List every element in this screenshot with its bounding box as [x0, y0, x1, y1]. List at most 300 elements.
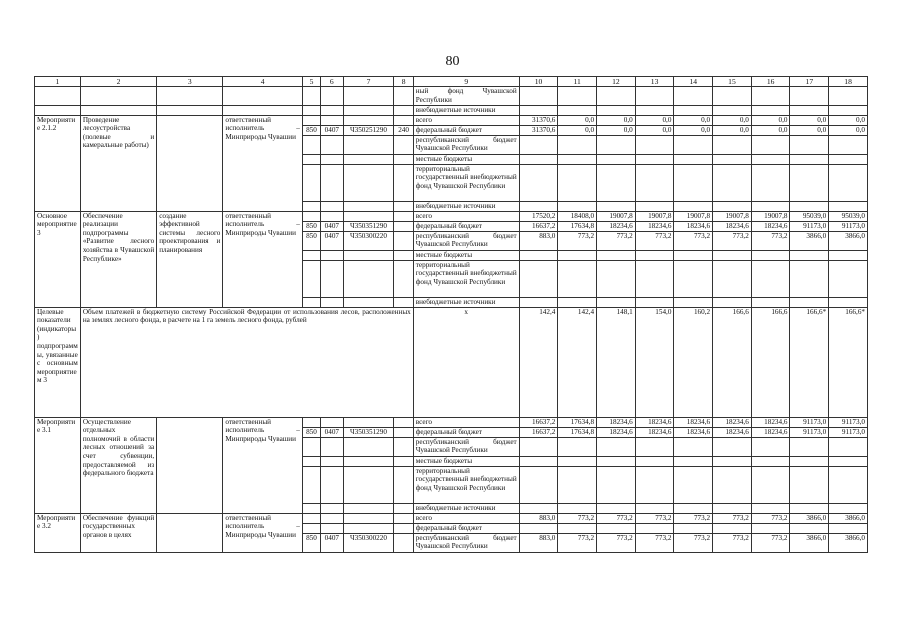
value-cell: 31370,6: [519, 115, 558, 125]
value-cell: [713, 523, 752, 533]
source-cell: всего: [413, 417, 519, 427]
value-cell: 3866,0: [790, 231, 829, 250]
value-cell: 773,2: [635, 533, 674, 552]
value-cell: [829, 503, 868, 513]
value-cell: [597, 250, 636, 260]
header-cell: 12: [597, 77, 636, 87]
table-row: [35, 106, 868, 116]
code-cell: [343, 523, 394, 533]
value-cell: [519, 523, 558, 533]
value-cell: 0,0: [751, 125, 790, 135]
code-cell: 0407: [321, 533, 343, 552]
value-cell: [597, 87, 636, 106]
code-cell: [302, 260, 320, 297]
code-cell: [394, 297, 413, 307]
code-cell: [343, 211, 394, 221]
value-cell: [635, 260, 674, 297]
value-cell: 17634,8: [558, 427, 597, 437]
value-cell: [829, 456, 868, 466]
value-cell: 16637,2: [519, 417, 558, 427]
source-cell: внебюджетные источники: [413, 106, 519, 116]
value-cell: [597, 135, 636, 154]
code-cell: [343, 115, 394, 125]
source-cell: внебюджетные источники: [413, 297, 519, 307]
code-cell: 850: [302, 533, 320, 552]
code-cell: [302, 250, 320, 260]
code-cell: 0407: [321, 427, 343, 437]
value-cell: [597, 437, 636, 456]
page-number: 80: [445, 54, 460, 69]
code-cell: [321, 154, 343, 164]
value-cell: [674, 456, 713, 466]
value-cell: 18234,6: [635, 427, 674, 437]
value-cell: [635, 250, 674, 260]
value-cell: [519, 154, 558, 164]
value-cell: [558, 201, 597, 211]
value-cell: [829, 260, 868, 297]
code-cell: [394, 513, 413, 523]
code-cell: [343, 466, 394, 503]
value-cell: [635, 466, 674, 503]
value-cell: [558, 164, 597, 201]
header-cell: 5: [302, 77, 320, 87]
value-cell: [558, 250, 597, 260]
source-cell: республиканский бюджет Чувашской Республики: [413, 437, 519, 456]
value-cell: [713, 201, 752, 211]
code-cell: 0407: [321, 231, 343, 250]
value-cell: [635, 456, 674, 466]
value-cell: 773,2: [597, 533, 636, 552]
source-cell: федеральный бюджет: [413, 125, 519, 135]
header-cell: 9: [413, 77, 519, 87]
code-cell: [302, 456, 320, 466]
code-cell: [302, 201, 320, 211]
value-cell: 0,0: [674, 125, 713, 135]
header-cell: 3: [157, 77, 223, 87]
value-cell: [558, 106, 597, 116]
code-cell: [321, 417, 343, 427]
code-cell: [394, 211, 413, 221]
value-cell: 0,0: [674, 115, 713, 125]
value-cell: 0,0: [829, 125, 868, 135]
value-cell: [674, 135, 713, 154]
empty-cell: [157, 106, 223, 116]
code-cell: [302, 503, 320, 513]
code-cell: [343, 456, 394, 466]
empty-cell: [223, 87, 302, 106]
value-cell: [558, 466, 597, 503]
value-cell: 0,0: [558, 125, 597, 135]
value-cell: [751, 154, 790, 164]
source-cell: территориальный государственный внебюджетный фонд Чувашской Республики: [413, 260, 519, 297]
value-cell: 773,2: [597, 513, 636, 523]
value-cell: [519, 456, 558, 466]
value-cell: [674, 523, 713, 533]
value-cell: [635, 201, 674, 211]
value-cell: 773,2: [713, 231, 752, 250]
code-cell: [302, 135, 320, 154]
source-cell: внебюджетные источники: [413, 201, 519, 211]
source-cell: ный фонд Чувашской Республики: [413, 87, 519, 106]
value-cell: 0,0: [558, 115, 597, 125]
table-row: [35, 87, 868, 106]
value-cell: [713, 87, 752, 106]
value-cell: [790, 437, 829, 456]
value-cell: [829, 250, 868, 260]
value-cell: 773,2: [751, 533, 790, 552]
value-cell: [713, 503, 752, 513]
code-cell: [321, 297, 343, 307]
code-cell: [394, 87, 413, 106]
code-cell: [394, 533, 413, 552]
value-cell: 31370,6: [519, 125, 558, 135]
code-cell: [321, 164, 343, 201]
value-cell: [674, 201, 713, 211]
empty-cell: [35, 87, 81, 106]
value-cell: 773,2: [674, 513, 713, 523]
value-cell: [829, 87, 868, 106]
table-body: [35, 77, 868, 553]
value-cell: [558, 503, 597, 513]
responsible-cell: ответственный исполнитель – Минприроды Чувашии: [223, 417, 302, 513]
code-cell: [302, 466, 320, 503]
value-cell: 773,2: [713, 533, 752, 552]
target-value: 166,6: [751, 307, 790, 417]
value-cell: [519, 260, 558, 297]
source-cell: местные бюджеты: [413, 154, 519, 164]
value-cell: 0,0: [790, 125, 829, 135]
value-cell: 3866,0: [790, 513, 829, 523]
code-cell: [394, 164, 413, 201]
code-cell: [302, 513, 320, 523]
value-cell: 17634,8: [558, 221, 597, 231]
value-cell: [751, 260, 790, 297]
value-cell: [829, 201, 868, 211]
value-cell: [635, 437, 674, 456]
value-cell: [751, 164, 790, 201]
header-cell: 18: [829, 77, 868, 87]
code-cell: [343, 164, 394, 201]
code-cell: [343, 87, 394, 106]
value-cell: [790, 87, 829, 106]
value-cell: [751, 437, 790, 456]
value-cell: [635, 164, 674, 201]
value-cell: [751, 106, 790, 116]
value-cell: [597, 523, 636, 533]
value-cell: 883,0: [519, 231, 558, 250]
value-cell: 16637,2: [519, 221, 558, 231]
value-cell: [519, 201, 558, 211]
target-value: 160,2: [674, 307, 713, 417]
target-value: 154,0: [635, 307, 674, 417]
code-cell: [394, 106, 413, 116]
empty-cell: [157, 87, 223, 106]
value-cell: [635, 503, 674, 513]
code-cell: Ч350351290: [343, 221, 394, 231]
value-cell: [790, 135, 829, 154]
header-cell: 15: [713, 77, 752, 87]
block-label: Мероприятие 3.1: [35, 417, 81, 513]
value-cell: [751, 250, 790, 260]
value-cell: [829, 106, 868, 116]
value-cell: [790, 164, 829, 201]
code-cell: [343, 297, 394, 307]
code-cell: [394, 523, 413, 533]
value-cell: 91173,0: [790, 221, 829, 231]
code-cell: [321, 437, 343, 456]
value-cell: [674, 164, 713, 201]
source-cell: территориальный государственный внебюджетный фонд Чувашской Республики: [413, 164, 519, 201]
value-cell: [751, 523, 790, 533]
code-cell: [343, 201, 394, 211]
value-cell: [597, 106, 636, 116]
value-cell: [790, 201, 829, 211]
value-cell: 91173,0: [829, 427, 868, 437]
block-name: Проведение лесоустройства (полевые и камеральные работы): [80, 115, 156, 211]
header-cell: 17: [790, 77, 829, 87]
code-cell: [394, 154, 413, 164]
source-cell: внебюджетные источники: [413, 503, 519, 513]
table-row: [35, 211, 868, 221]
code-cell: [394, 466, 413, 503]
empty-cell: [35, 106, 81, 116]
value-cell: 18234,6: [597, 221, 636, 231]
value-cell: [674, 503, 713, 513]
value-cell: 3866,0: [829, 533, 868, 552]
value-cell: 773,2: [558, 231, 597, 250]
code-cell: [302, 437, 320, 456]
code-cell: [321, 456, 343, 466]
value-cell: [674, 250, 713, 260]
value-cell: [519, 503, 558, 513]
value-cell: 3866,0: [790, 533, 829, 552]
value-cell: 773,2: [674, 231, 713, 250]
code-cell: 240: [394, 125, 413, 135]
value-cell: [829, 164, 868, 201]
code-cell: [394, 260, 413, 297]
value-cell: [829, 523, 868, 533]
value-cell: [790, 154, 829, 164]
value-cell: 18234,6: [674, 427, 713, 437]
value-cell: [713, 466, 752, 503]
header-cell: 14: [674, 77, 713, 87]
value-cell: 18234,6: [674, 221, 713, 231]
code-cell: [302, 154, 320, 164]
code-cell: [343, 154, 394, 164]
code-cell: 850: [302, 125, 320, 135]
code-cell: [394, 417, 413, 427]
value-cell: [558, 260, 597, 297]
source-cell: федеральный бюджет: [413, 523, 519, 533]
value-cell: [751, 297, 790, 307]
value-cell: 773,2: [751, 231, 790, 250]
value-cell: 773,2: [635, 513, 674, 523]
value-cell: 18408,0: [558, 211, 597, 221]
value-cell: 19007,8: [597, 211, 636, 221]
block-name: Осуществление отдельных полномочий в области лесных отношений за счет субвенции, предоставляемой из федерального бюджета: [80, 417, 156, 513]
target-value: 142,4: [558, 307, 597, 417]
value-cell: 17634,8: [558, 417, 597, 427]
source-cell: федеральный бюджет: [413, 221, 519, 231]
block-label: Мероприятие 2.1.2: [35, 115, 81, 211]
code-cell: [302, 87, 320, 106]
value-cell: [790, 106, 829, 116]
code-cell: [394, 427, 413, 437]
target-value: 148,1: [597, 307, 636, 417]
code-cell: [321, 250, 343, 260]
code-cell: [343, 437, 394, 456]
value-cell: 18234,6: [751, 417, 790, 427]
code-cell: [394, 115, 413, 125]
value-cell: [751, 135, 790, 154]
value-cell: 18234,6: [751, 221, 790, 231]
block-name: Обеспечение реализации подпрограммы «Развитие лесного хозяйства в Чувашской Республике»: [80, 211, 156, 307]
value-cell: 18234,6: [635, 221, 674, 231]
code-cell: 850: [302, 221, 320, 231]
block-goal: создание эффективной системы лесного проектирования и планирования: [157, 211, 223, 307]
value-cell: [713, 260, 752, 297]
value-cell: [558, 135, 597, 154]
value-cell: 773,2: [558, 533, 597, 552]
value-cell: [519, 466, 558, 503]
value-cell: [597, 466, 636, 503]
value-cell: [713, 135, 752, 154]
value-cell: 19007,8: [674, 211, 713, 221]
block-label: Мероприятие 3.2: [35, 513, 81, 552]
value-cell: [597, 164, 636, 201]
responsible-cell: ответственный исполнитель – Минприроды Чувашии: [223, 513, 302, 552]
value-cell: 18234,6: [635, 417, 674, 427]
value-cell: 0,0: [635, 115, 674, 125]
code-cell: 0407: [321, 125, 343, 135]
header-cell: 1: [35, 77, 81, 87]
code-cell: [343, 106, 394, 116]
source-cell: республиканский бюджет Чувашской Республики: [413, 231, 519, 250]
code-cell: [394, 503, 413, 513]
value-cell: [829, 154, 868, 164]
code-cell: [321, 201, 343, 211]
value-cell: [558, 456, 597, 466]
value-cell: 0,0: [713, 115, 752, 125]
code-cell: [321, 466, 343, 503]
code-cell: [321, 135, 343, 154]
code-cell: [302, 211, 320, 221]
value-cell: [713, 437, 752, 456]
code-cell: [394, 135, 413, 154]
value-cell: 18234,6: [713, 221, 752, 231]
value-cell: 18234,6: [597, 427, 636, 437]
value-cell: 0,0: [635, 125, 674, 135]
code-cell: [343, 417, 394, 427]
source-cell: всего: [413, 513, 519, 523]
value-cell: [597, 456, 636, 466]
target-label: Целевые показатели (индикаторы) подпрограммы, увязанные с основным мероприятием 3: [35, 307, 81, 417]
value-cell: 0,0: [829, 115, 868, 125]
value-cell: 18234,6: [713, 417, 752, 427]
value-cell: [829, 466, 868, 503]
block-goal: [157, 115, 223, 211]
value-cell: [674, 106, 713, 116]
code-cell: [302, 297, 320, 307]
value-cell: 18234,6: [713, 427, 752, 437]
value-cell: 16637,2: [519, 427, 558, 437]
header-cell: 4: [223, 77, 302, 87]
code-cell: [321, 503, 343, 513]
code-cell: [394, 437, 413, 456]
value-cell: [713, 164, 752, 201]
value-cell: 773,2: [674, 533, 713, 552]
value-cell: [751, 201, 790, 211]
value-cell: [829, 135, 868, 154]
value-cell: 95039,0: [829, 211, 868, 221]
code-cell: [394, 250, 413, 260]
value-cell: [674, 466, 713, 503]
empty-cell: [80, 106, 156, 116]
target-value: 166,6*: [829, 307, 868, 417]
value-cell: [790, 466, 829, 503]
value-cell: [519, 250, 558, 260]
source-cell: местные бюджеты: [413, 456, 519, 466]
value-cell: [519, 437, 558, 456]
code-cell: [302, 523, 320, 533]
code-cell: [343, 503, 394, 513]
value-cell: [790, 250, 829, 260]
code-cell: [321, 106, 343, 116]
value-cell: [597, 297, 636, 307]
value-cell: 91173,0: [790, 427, 829, 437]
value-cell: 3866,0: [829, 231, 868, 250]
target-unit: х: [413, 307, 519, 417]
source-cell: всего: [413, 211, 519, 221]
code-cell: [343, 513, 394, 523]
code-cell: [321, 115, 343, 125]
value-cell: [635, 135, 674, 154]
value-cell: [597, 154, 636, 164]
value-cell: [713, 106, 752, 116]
value-cell: 19007,8: [751, 211, 790, 221]
code-cell: [394, 201, 413, 211]
value-cell: 0,0: [713, 125, 752, 135]
value-cell: [674, 437, 713, 456]
code-cell: [302, 115, 320, 125]
value-cell: [597, 503, 636, 513]
value-cell: [674, 297, 713, 307]
value-cell: [558, 87, 597, 106]
code-cell: [321, 260, 343, 297]
value-cell: 773,2: [597, 231, 636, 250]
value-cell: [751, 466, 790, 503]
value-cell: [558, 437, 597, 456]
table-row: [35, 417, 868, 427]
code-cell: [394, 456, 413, 466]
value-cell: 19007,8: [635, 211, 674, 221]
code-cell: Ч350300220: [343, 533, 394, 552]
target-value: 142,4: [519, 307, 558, 417]
source-cell: местные бюджеты: [413, 250, 519, 260]
value-cell: [790, 503, 829, 513]
block-name: Обеспечение функций государственных органов в целях: [80, 513, 156, 552]
value-cell: 95039,0: [790, 211, 829, 221]
value-cell: [713, 456, 752, 466]
value-cell: [674, 154, 713, 164]
value-cell: 91173,0: [829, 221, 868, 231]
header-cell: 7: [343, 77, 394, 87]
value-cell: 91173,0: [829, 417, 868, 427]
value-cell: [597, 201, 636, 211]
value-cell: 0,0: [751, 115, 790, 125]
value-cell: 883,0: [519, 513, 558, 523]
value-cell: [519, 297, 558, 307]
